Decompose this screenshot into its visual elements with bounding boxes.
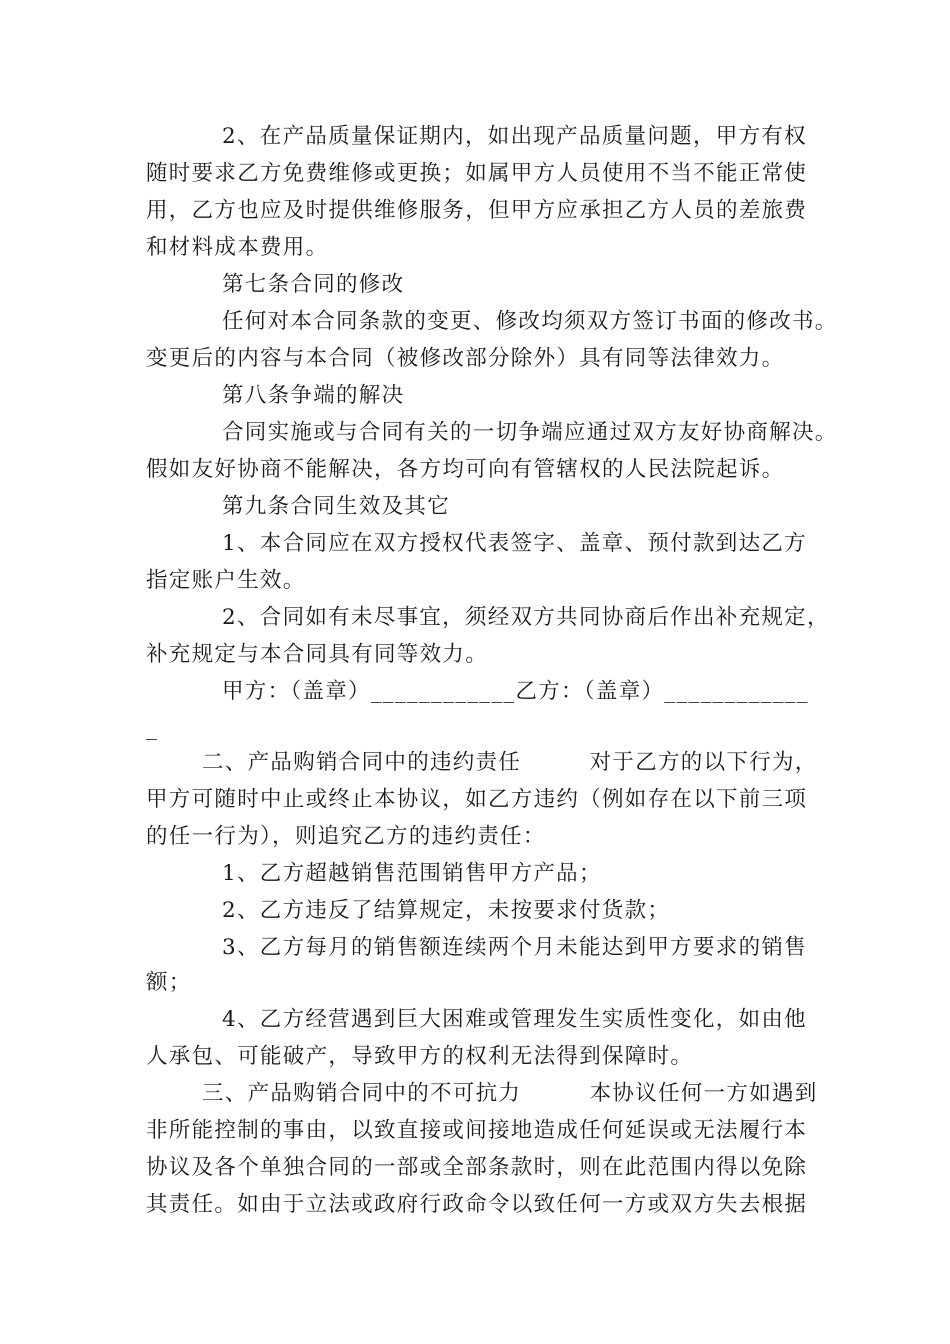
list-item: 2、乙方违反了结算规定，未按要求付货款； [222, 898, 671, 923]
paragraph-line: 任何对本合同条款的变更、修改均须双方签订书面的修改书。 [222, 309, 838, 334]
paragraph-line: 2、在产品质量保证期内，如出现产品质量问题，甲方有权 [222, 124, 807, 149]
section-heading: 二、产品购销合同中的违约责任 对于乙方的以下行为， [202, 750, 818, 775]
signature-line: 甲方：（盖章）____________乙方：（盖章）____________ [222, 679, 809, 704]
paragraph-line: 和材料成本费用。 [146, 235, 329, 260]
section-heading: 三、产品购销合同中的不可抗力 本协议任何一方如遇到 [202, 1081, 818, 1106]
paragraph-line: 随时要求乙方免费维修或更换；如属甲方人员使用不当不能正常使 [146, 161, 808, 186]
signature-line-continuation: _ [146, 716, 159, 741]
paragraph-line: 非所能控制的事由，以致直接或间接地造成任何延误或无法履行本 [146, 1118, 808, 1143]
paragraph-line: 的任一行为），则追究乙方的违约责任： [146, 824, 546, 849]
paragraph-line: 补充规定与本合同具有同等效力。 [146, 642, 489, 667]
paragraph-line: 用，乙方也应及时提供维修服务，但甲方应承担乙方人员的差旅费 [146, 198, 808, 223]
paragraph-line: 指定账户生效。 [146, 568, 306, 593]
list-item: 额； [146, 970, 192, 995]
paragraph-line: 变更后的内容与本合同（被修改部分除外）具有同等法律效力。 [146, 346, 785, 371]
list-item: 1、乙方超越销售范围销售甲方产品； [222, 861, 602, 886]
paragraph-line: 合同实施或与合同有关的一切争端应通过双方友好协商解决。 [222, 420, 838, 445]
section-heading: 第九条合同生效及其它 [222, 494, 451, 519]
section-heading: 第八条争端的解决 [222, 383, 405, 408]
paragraph-line: 2、合同如有未尽事宜，须经双方共同协商后作出补充规定， [222, 605, 830, 630]
paragraph-line: 其责任。如由于立法或政府行政命令以致任何一方或双方失去根据 [146, 1192, 808, 1217]
list-item: 人承包、可能破产，导致甲方的权利无法得到保障时。 [146, 1044, 694, 1069]
paragraph-line: 甲方可随时中止或终止本协议，如乙方违约（例如存在以下前三项 [146, 787, 808, 812]
list-item: 3、乙方每月的销售额连续两个月未能达到甲方要求的销售 [222, 935, 807, 960]
list-item: 4、乙方经营遇到巨大困难或管理发生实质性变化，如由他 [222, 1007, 807, 1032]
paragraph-line: 1、本合同应在双方授权代表签字、盖章、预付款到达乙方 [222, 531, 807, 556]
paragraph-line: 假如友好协商不能解决，各方均可向有管辖权的人民法院起诉。 [146, 457, 785, 482]
paragraph-line: 协议及各个单独合同的一部或全部条款时，则在此范围内得以免除 [146, 1155, 808, 1180]
section-heading: 第七条合同的修改 [222, 272, 405, 297]
